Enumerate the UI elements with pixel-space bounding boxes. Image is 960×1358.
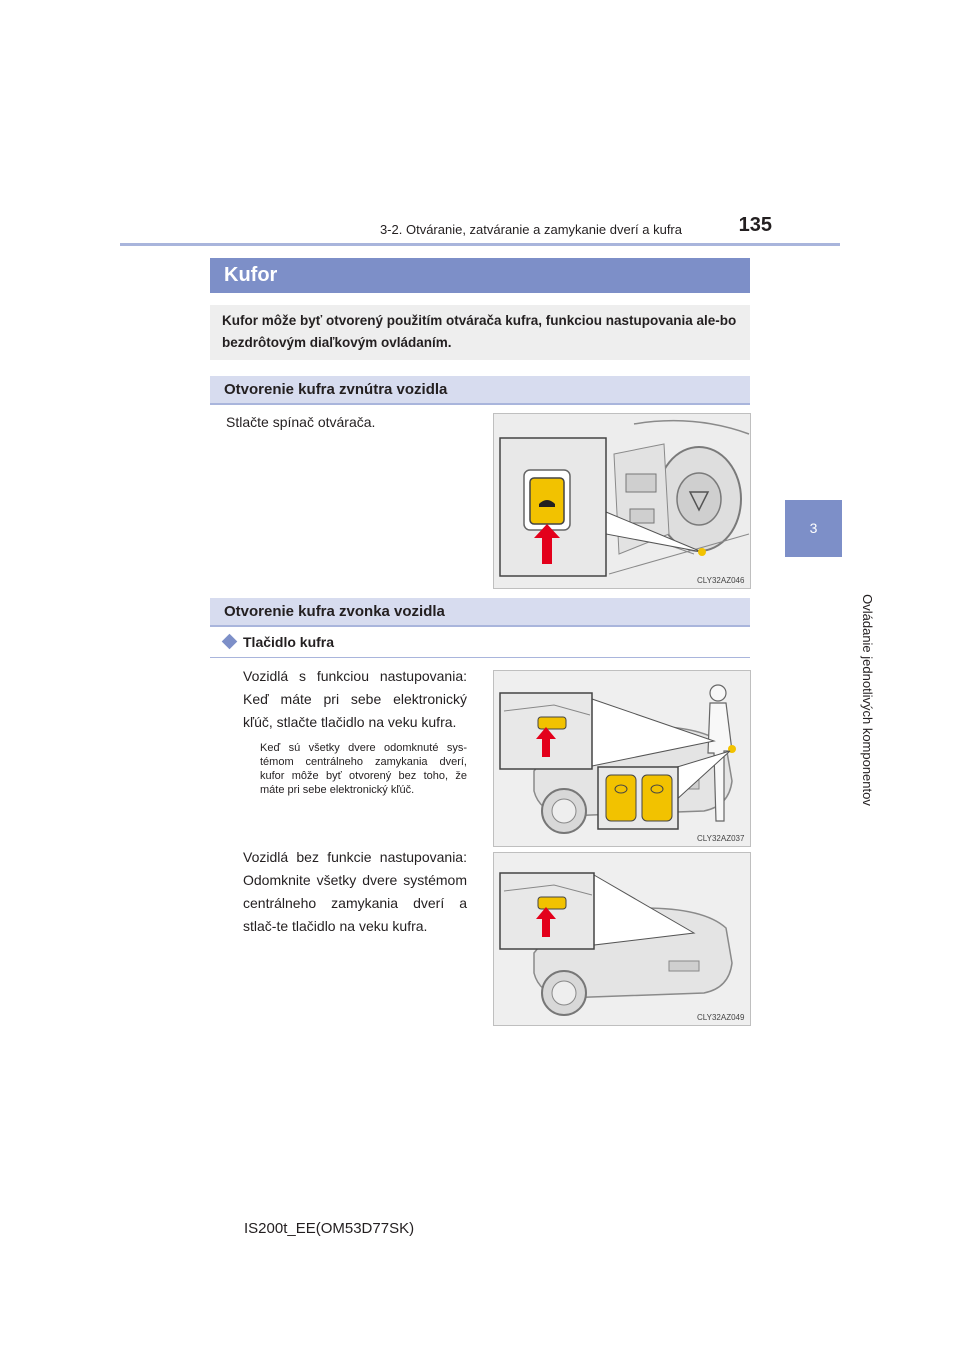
section1-text: Stlačte spínač otvárača.: [226, 414, 376, 430]
figure-code: CLY32AZ046: [697, 576, 745, 585]
intro-text: Kufor môže byť otvorený použitím otvárača kufra, funkciou nastupovania ale-bo bezdrôtovým diaľkovým ovládaním.: [222, 313, 737, 350]
figure-trunk-opener-switch: [493, 413, 751, 589]
subheading-trunk-button: Tlačidlo kufra: [243, 634, 335, 650]
figure-trunk-button-smart-key: [493, 670, 751, 847]
title-bar: [210, 258, 750, 293]
page-title: Kufor: [224, 264, 278, 286]
section2-para1: Vozidlá s funkciou nastupovania: Keď máte pri sebe elektronický kľúč, stlačte tlačidlo na veku kufra.: [243, 668, 467, 730]
figure-trunk-button-no-smart-key: [493, 852, 751, 1026]
diamond-bullet-icon: [222, 634, 238, 650]
section1-heading: Otvorenie kufra zvnútra vozidla: [224, 381, 448, 398]
footer-model-code: IS200t_EE(OM53D77SK): [244, 1220, 415, 1237]
page-number: 135: [738, 214, 772, 236]
section2-para2: Vozidlá bez funkcie nastupovania: Odomknite všetky dvere systémom centrálneho zamykania dverí a stlač-te tlačidlo na veku kufra.: [243, 849, 467, 934]
section2-heading: Otvorenie kufra zvonka vozidla: [224, 603, 445, 620]
section2-note: Keď sú všetky dvere odomknuté sys-témom centrálneho zamykania dverí, kufor môže byť otvorený bez toho, že máte pri sebe elektronický kľúč.: [260, 742, 467, 796]
header-rule: [120, 243, 840, 246]
figure-code: CLY32AZ037: [697, 834, 745, 843]
chapter-tab: 3: [785, 500, 842, 557]
subheading-rule: [210, 657, 750, 658]
header-section-title: 3-2. Otváranie, zatváranie a zamykanie dverí a kufra: [379, 222, 682, 237]
figure-code: CLY32AZ049: [697, 1013, 745, 1022]
chapter-title-vertical: Ovládanie jednotlivých komponentov: [860, 594, 875, 806]
